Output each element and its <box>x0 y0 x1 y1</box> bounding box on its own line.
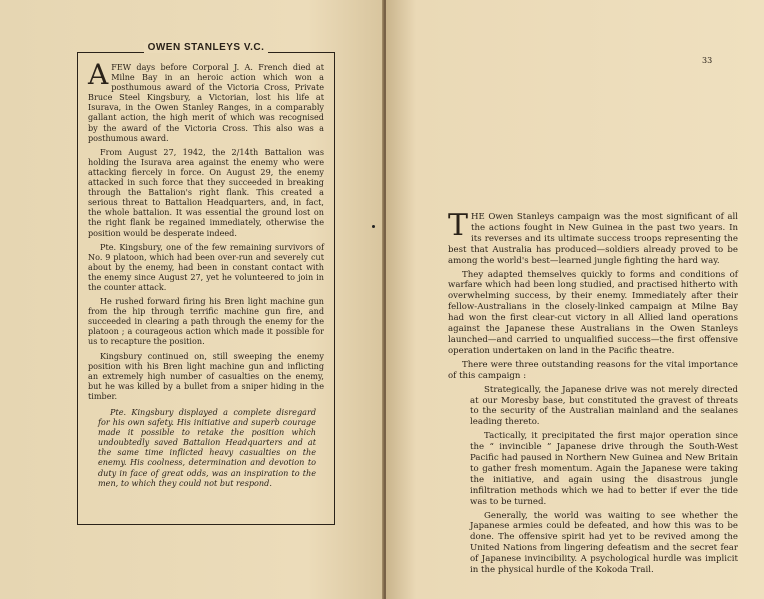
left-paragraph-1 <box>88 58 324 143</box>
drop-cap-a: A <box>88 58 109 91</box>
right-page <box>386 0 764 599</box>
right-paragraph-3: There were three outstanding reasons for the vital importance of this campaign : <box>448 359 738 381</box>
box-body <box>88 58 324 488</box>
left-paragraph-3: Pte. Kingsbury, one of the few remaining survivors of No. 9 platoon, which had been over-run and severely cut about by the enemy, had been in constant contact with the enemy since August 27, yet he volunteered to join in the counter attack. <box>88 241 324 292</box>
left-paragraph-5: Kingsbury continued on, still sweeping the enemy position with his Bren light machine gun and inflicting an extremely high number of casualties on the enemy, but he was killed by a bullet from a sniper hiding in the timber. <box>88 350 324 401</box>
box-title <box>84 42 328 53</box>
right-paragraph-1-text: HE Owen Stanleys campaign was the most significant of all the actions fought in New Guinea in the past two years. In its reverses and its ultimate success troops representing the best that Australia has produced—soldiers already proved to be among the world's best—learned jungle fighting the hard way. <box>448 212 738 266</box>
left-paragraph-2: From August 27, 1942, the 2/14th Battalion was holding the Isurava area against the enemy who were attacking fiercely in force. On August 29, the enemy attacked in such force that they succeeded in breaking through the Battalion's right flank. This created a serious threat to Battalion Headquarters, and, in fact, the whole battalion. It was essential the ground lost on the right flank be regained immediately, otherwise the position would be desperate indeed. <box>88 146 324 238</box>
right-paragraph-1 <box>448 208 738 267</box>
drop-cap-t: T <box>448 208 469 243</box>
citation-text: Pte. Kingsbury displayed a complete disregard for his own safety. His initiative and superb courage made it possible to retake the position which undoubtedly saved Battalion Headquarters and at the same time inflicted heavy casualties on the enemy. His coolness, determination and devotion to duty in face of great odds, was an inspiration to the men, to which they could not but respond. <box>98 407 316 488</box>
box-title-text: OWEN STANLEYS V.C. <box>144 42 269 53</box>
left-paragraph-4: He rushed forward firing his Bren light machine gun from the hip through terrific machine gun fire, and succeeded in clearing a path through the enemy for the platoon ; a courageous action which made it possible for us to recapture the position. <box>88 296 324 347</box>
reason-strategic: Strategically, the Japanese drive was not merely directed at our Moresby base, but constituted the gravest of threats to the security of the Australian mainland and the sealanes leading thereto. <box>470 384 738 428</box>
page-number: 33 <box>702 56 713 65</box>
right-body <box>448 208 738 579</box>
ink-dot <box>372 225 375 228</box>
left-paragraph-1-text: FEW days before Corporal J. A. French died at Milne Bay in an heroic action which won a posthumous award of the Victoria Cross, Private Bruce Steel Kingsbury, a Victorian, lost his life at Isurava, in the Owen Stanley Ranges, in a comparably gallant action, the high merit of which was recognised by the award of the Victoria Cross. This also was a posthumous award. <box>88 62 324 143</box>
reason-tactical: Tactically, it precipitated the first major operation since the “ invincible ” Japanese drive through the South-West Pacific had paused in Northern New Guinea and New Britain to gather fresh momentum. Again the Japanese were taking the initiative, and again using the disastrous jungle infiltration methods which we had to better if ever the tide was to be turned. <box>470 431 738 507</box>
reason-general: Generally, the world was waiting to see whether the Japanese armies could be defeated, and how this was to be done. The offensive spirit had yet to be revived among the United Nations from lingering defeatism and the secret fear of Japanese invincibility. A psychological hurdle was implicit in the physical hurdle of the Kokoda Trail. <box>470 510 738 576</box>
right-paragraph-2: They adapted themselves quickly to forms and conditions of warfare which had been long studied, and practised hitherto with overwhelming success, by their enemy. Immediately after their fellow-Australians in the closely-linked campaign at Milne Bay had won the first clear-cut victory in all Allied land operations against the Japanese these Australians in the Owen Stanleys launched—and carried to unqualified success—the first offensive operation undertaken on land in the Pacific theatre. <box>448 269 738 356</box>
